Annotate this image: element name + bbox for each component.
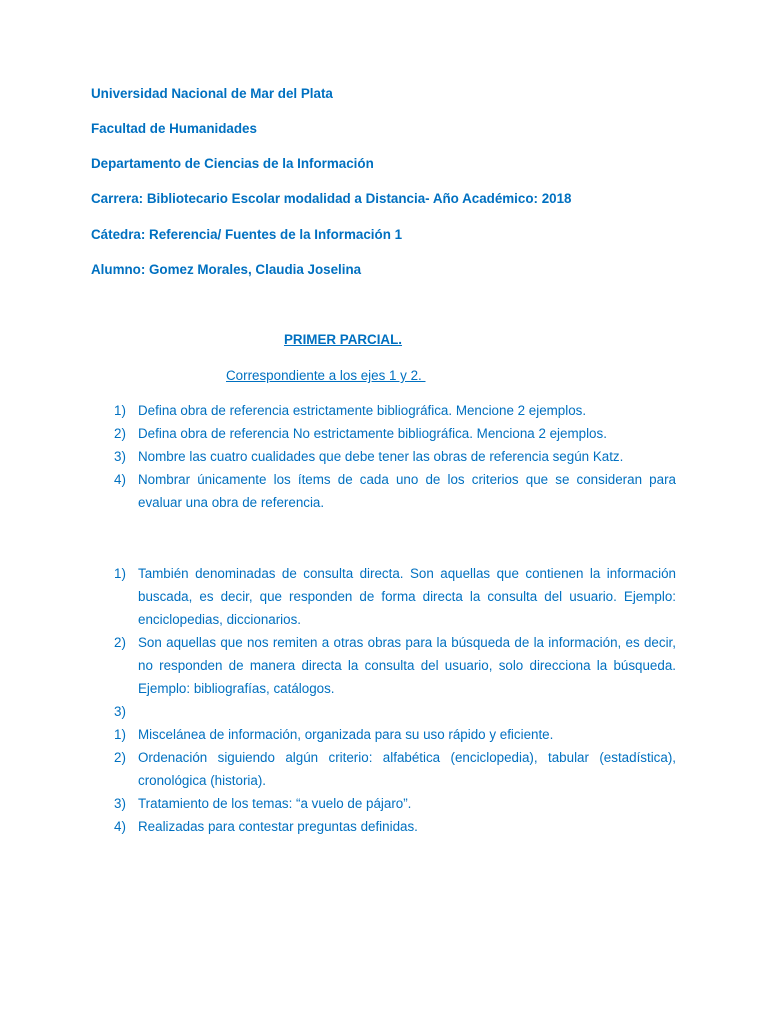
question-text: Nombrar únicamente los ítems de cada uno de los criterios que se consideran para evaluar una obra de referencia. (138, 472, 676, 510)
question-number: 1) (114, 403, 126, 418)
quality-item (91, 792, 676, 815)
answer-number: 3) (114, 704, 126, 719)
question-number: 2) (114, 426, 126, 441)
answer-item (91, 631, 676, 700)
chair-line: Cátedra: Referencia/ Fuentes de la Información 1 (91, 227, 403, 242)
quality-number: 2) (114, 750, 126, 765)
quality-number: 1) (114, 727, 126, 742)
quality-text: Miscelánea de información, organizada para su uso rápido y eficiente. (138, 727, 554, 742)
answer-number: 1) (114, 566, 126, 581)
answer-item (91, 700, 676, 723)
question-item (91, 445, 676, 468)
exam-subtitle: Correspondiente a los ejes 1 y 2. (226, 368, 426, 383)
question-text: Defina obra de referencia No estrictamente bibliográfica. Menciona 2 ejemplos. (138, 426, 607, 441)
department-line: Departamento de Ciencias de la Información (91, 156, 374, 171)
quality-number: 4) (114, 819, 126, 834)
quality-text: Ordenación siguiendo algún criterio: alfabética (enciclopedia), tabular (estadística), cronológica (historia). (138, 750, 676, 788)
questions-list (91, 399, 676, 514)
exam-title: PRIMER PARCIAL. (283, 332, 403, 347)
answer-item (91, 562, 676, 631)
university-line: Universidad Nacional de Mar del Plata (91, 86, 333, 101)
quality-item (91, 746, 676, 792)
question-text: Defina obra de referencia estrictamente bibliográfica. Mencione 2 ejemplos. (138, 403, 587, 418)
quality-text: Realizadas para contestar preguntas definidas. (138, 819, 418, 834)
answer-text: Son aquellas que nos remiten a otras obras para la búsqueda de la información, es decir, no responden de manera directa la consulta del usuario, solo direcciona la búsqueda. Ejemplo: bibliografías, catálogos. (138, 635, 676, 696)
faculty-line: Facultad de Humanidades (91, 121, 257, 136)
question-item (91, 399, 676, 422)
qualities-list (91, 723, 676, 838)
answer-text: También denominadas de consulta directa. Son aquellas que contienen la información buscada, es decir, que responden de forma directa la consulta del usuario. Ejemplo: enciclopedias, diccionarios. (138, 566, 676, 627)
answers-list (91, 562, 676, 723)
career-line: Carrera: Bibliotecario Escolar modalidad a Distancia- Año Académico: 2018 (91, 191, 572, 206)
question-text: Nombre las cuatro cualidades que debe tener las obras de referencia según Katz. (138, 449, 624, 464)
quality-text: Tratamiento de los temas: “a vuelo de pájaro”. (138, 796, 412, 811)
quality-item (91, 815, 676, 838)
answer-number: 2) (114, 635, 126, 650)
student-line: Alumno: Gomez Morales, Claudia Joselina (91, 262, 362, 277)
question-number: 3) (114, 449, 126, 464)
question-item (91, 468, 676, 514)
question-number: 4) (114, 472, 126, 487)
quality-number: 3) (114, 796, 126, 811)
question-item (91, 422, 676, 445)
quality-item (91, 723, 676, 746)
